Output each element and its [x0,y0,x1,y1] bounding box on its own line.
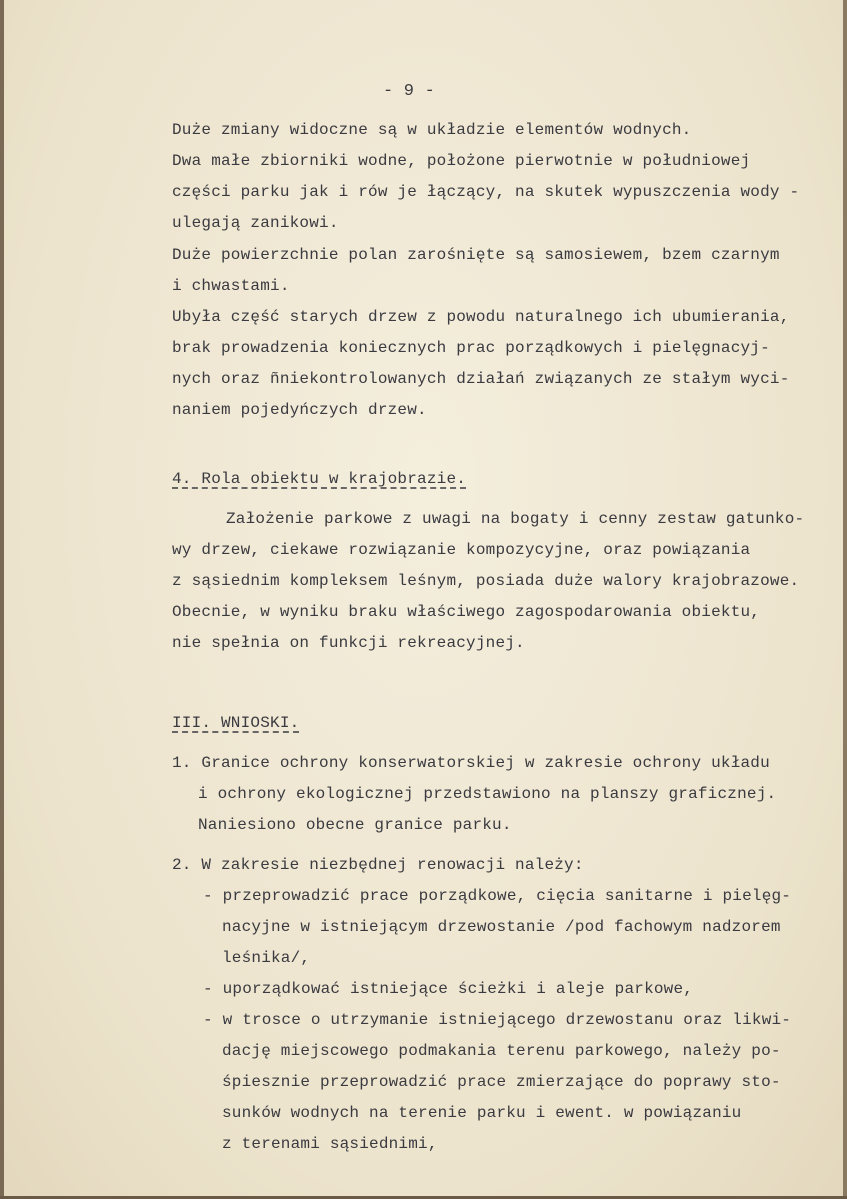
text-line: naniem pojedyńczych drzew. [172,401,427,419]
text-line: Duże powierzchnie polan zarośnięte są samosiewem, bzem czarnym [172,246,780,264]
text-line: Ubyła część starych drzew z powodu naturalnego ich ubumierania, [172,308,790,326]
text-line: Dwa małe zbiorniki wodne, położone pierwotnie w południowej [172,152,751,170]
text-line: - przeprowadzić prace porządkowe, cięcia sanitarne i pielęg- [203,887,792,905]
text-line: sunków wodnych na terenie parku i ewent. w powiązaniu [222,1104,742,1122]
text-line: dację miejscowego podmakania terenu parkowego, należy po- [222,1042,781,1060]
text-line: - w trosce o utrzymanie istniejącego drzewostanu oraz likwi- [203,1011,792,1029]
text-line: z sąsiednim kompleksem leśnym, posiada duże walory krajobrazowe. [172,572,800,590]
text-line: nacyjne w istniejącym drzewostanie /pod fachowym nadzorem [222,918,781,936]
text-line: nie spełnia on funkcji rekreacyjnej. [172,634,525,652]
section-heading-conclusions: III. WNIOSKI. [172,714,300,732]
page-number: - 9 - [383,82,436,101]
text-line: 1. Granice ochrony konserwatorskiej w zakresie ochrony układu [172,754,770,772]
text-line: z terenami sąsiednimi, [222,1135,438,1153]
text-line: 2. W zakresie niezbędnej renowacji należy: [172,856,584,874]
text-line: brak prowadzenia koniecznych prac porządkowych i pielęgnacyj- [172,339,770,357]
text-line: Obecnie, w wyniku braku właściwego zagospodarowania obiektu, [172,603,761,621]
text-line: śpiesznie przeprowadzić prace zmierzające do poprawy sto- [222,1073,781,1091]
text-line: Duże zmiany widoczne są w układzie elementów wodnych. [172,121,692,139]
page-right-edge [843,0,847,1199]
section-heading-landscape: 4. Rola obiektu w krajobrazie. [172,470,467,488]
page-left-edge [0,0,4,1199]
text-line: i chwastami. [172,277,290,295]
text-line: wy drzew, ciekawe rozwiązanie kompozycyjne, oraz powiązania [172,541,751,559]
text-line: Założenie parkowe z uwagi na bogaty i cenny zestaw gatunko- [226,510,805,528]
text-line: części parku jak i rów je łączący, na skutek wypuszczenia wody - [172,183,800,201]
text-line: leśnika/, [222,949,311,967]
text-line: i ochrony ekologicznej przedstawiono na planszy graficznej. [198,785,777,803]
text-line: - uporządkować istniejące ścieżki i aleje parkowe, [203,980,694,998]
text-line: nych oraz ñniekontrolowanych działań związanych ze stałym wyci- [172,370,790,388]
text-line: Naniesiono obecne granice parku. [198,816,512,834]
text-line: ulegają zanikowi. [172,214,339,232]
